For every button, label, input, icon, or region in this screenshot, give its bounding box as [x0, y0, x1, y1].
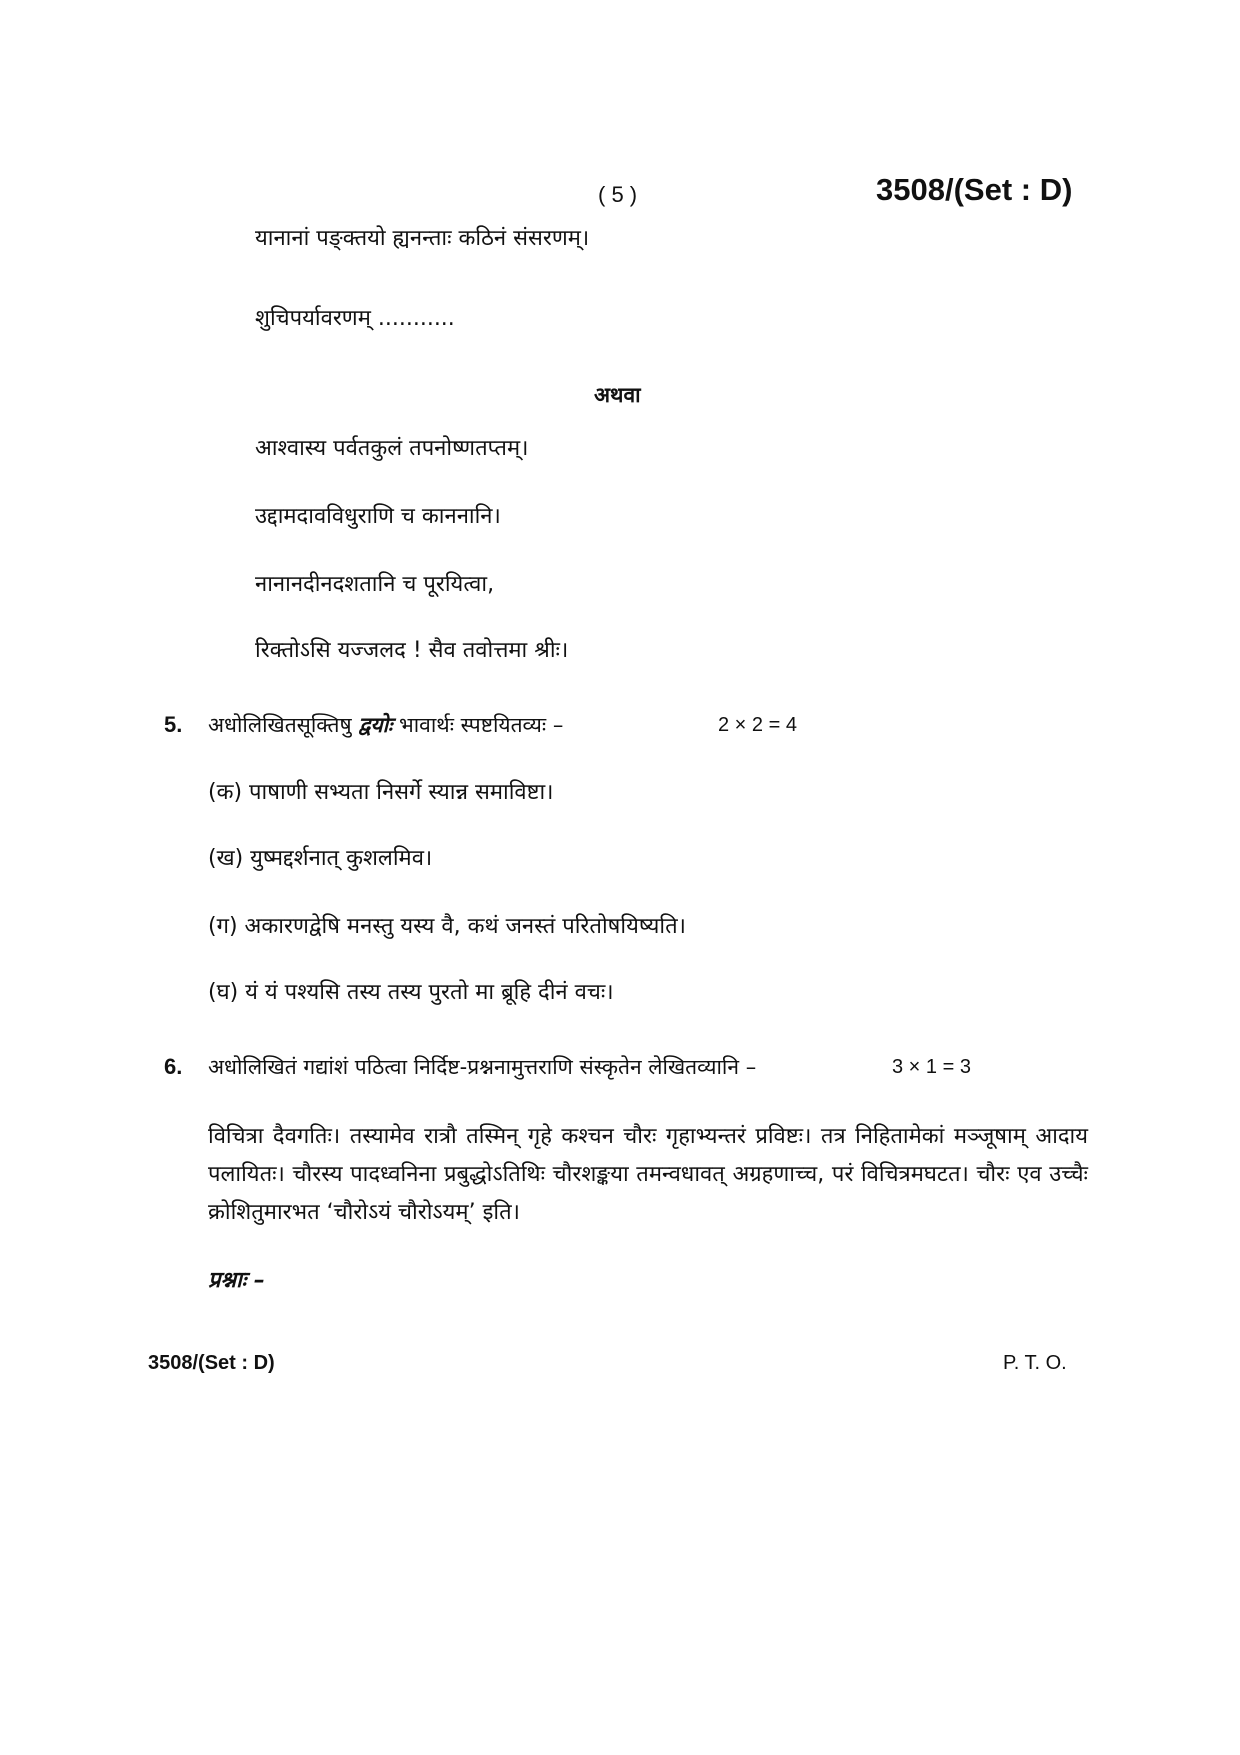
alt-verse-line: उद्दामदावविधुराणि च काननानि।	[255, 504, 501, 529]
alt-verse-line: नानानदीनदशतानि च पूरयित्वा,	[255, 572, 495, 597]
question-5-option: (घ) यं यं पश्यसि तस्य तस्य पुरतो मा ब्रूहि दीनं वचः।	[208, 980, 614, 1005]
question-5-option: (ग) अकारणद्वेषि मनस्तु यस्य वै, कथं जनस्तं परितोषयिष्यति।	[208, 914, 686, 939]
question-6-marks: 3 × 1 = 3	[892, 1056, 971, 1078]
or-heading: अथवा	[594, 383, 641, 407]
alt-verse-line: रिक्तोऽसि यज्जलद ! सैव तवोत्तमा श्रीः।	[255, 638, 569, 663]
pto-label: P. T. O.	[1003, 1352, 1067, 1374]
question-5-option: (क) पाषाणी सभ्यता निसर्गे स्यान्न समाविष्टा।	[208, 780, 554, 805]
question-5-text: अधोलिखितसूक्तिषु द्वयोः भावार्थः स्पष्टयितव्यः –	[208, 713, 564, 737]
question-5-marks: 2 × 2 = 4	[718, 714, 797, 736]
emphasis-dvayoh: द्वयोः	[358, 713, 393, 737]
page-number: ( 5 )	[598, 182, 638, 207]
set-code-footer: 3508/(Set : D)	[148, 1352, 275, 1374]
questions-label: प्रश्नाः –	[208, 1268, 265, 1293]
question-5-number: 5.	[164, 712, 183, 737]
verse-line: शुचिपर्यावरणम् ...........	[255, 306, 455, 331]
alt-verse-line: आश्वास्य पर्वतकुलं तपनोष्णतप्तम्।	[255, 436, 529, 461]
question-6-number: 6.	[164, 1054, 183, 1079]
question-6-text: अधोलिखितं गद्यांशं पठित्वा निर्दिष्ट-प्रश्ननामुत्तराणि संस्कृतेन लेखितव्यानि –	[208, 1055, 757, 1079]
prose-passage	[208, 1118, 1088, 1232]
verse-line: यानानां पङ्क्तयो ह्यनन्ताः कठिनं संसरणम्।	[255, 226, 590, 251]
passage-text: विचित्रा दैवगतिः। तस्यामेव रात्रौ तस्मिन् गृहे कश्चन चौरः गृहाभ्यन्तरं प्रविष्टः। तत्र निहितामेकां मञ्जूषाम् आदाय पलायितः। चौरस्य पादध्वनिना प्रबुद्धोऽतिथिः चौरशङ्कया तमन्वधावत् अग्रहणाच्च, परं विचित्रमघटत। चौरः एव उच्चैः क्रोशितुमारभत ‘चौरोऽयं चौरोऽयम्’ इति।	[208, 1124, 1088, 1225]
question-5-option: (ख) युष्मद्दर्शनात् कुशलमिव।	[208, 846, 433, 871]
set-code-header: 3508/(Set : D)	[876, 172, 1073, 207]
